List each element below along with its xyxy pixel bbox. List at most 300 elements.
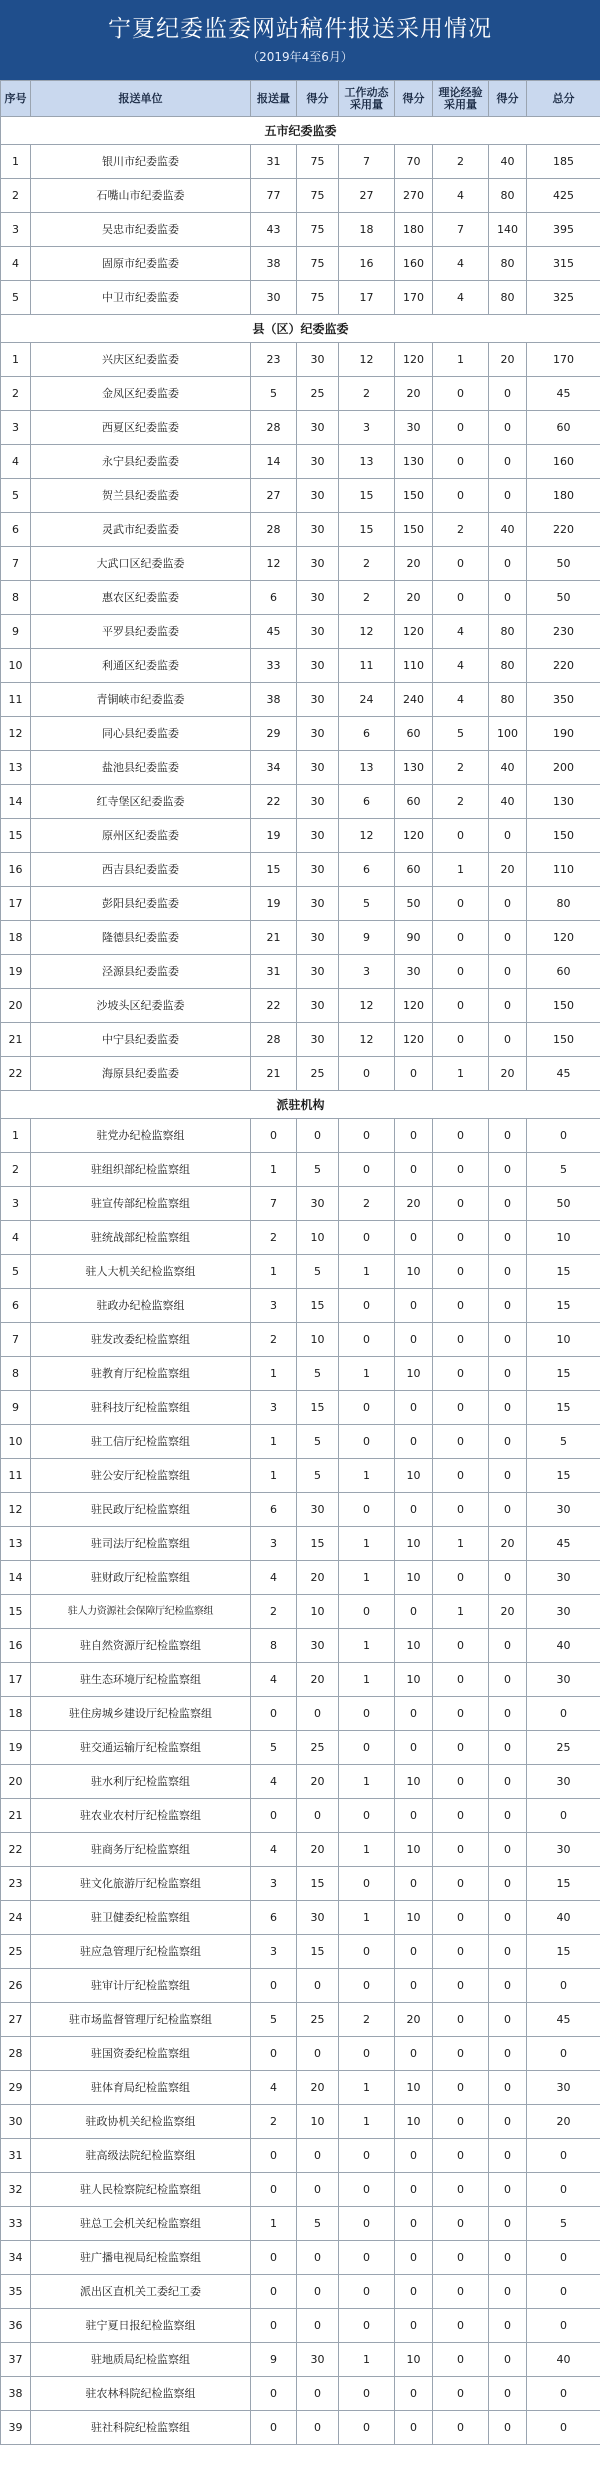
theory-count: 0	[433, 445, 489, 479]
submitted-score: 30	[297, 989, 339, 1023]
work-news-count: 0	[339, 2207, 395, 2241]
table-row	[1, 1323, 600, 1357]
theory-count: 1	[433, 1527, 489, 1561]
total-score: 130	[527, 785, 600, 819]
table-row	[1, 1527, 600, 1561]
row-number: 5	[1, 1255, 31, 1289]
table-row	[1, 819, 600, 853]
theory-count: 0	[433, 547, 489, 581]
unit-name: 灵武市纪委监委	[31, 513, 251, 547]
table-row	[1, 513, 600, 547]
submitted-score: 0	[297, 1969, 339, 2003]
work-news-score: 20	[395, 2003, 433, 2037]
work-news-count: 0	[339, 1057, 395, 1091]
work-news-count: 27	[339, 179, 395, 213]
theory-count: 0	[433, 1221, 489, 1255]
table-row	[1, 853, 600, 887]
work-news-count: 12	[339, 615, 395, 649]
submitted-count: 19	[251, 887, 297, 921]
unit-name: 驻发改委纪检监察组	[31, 1323, 251, 1357]
work-news-score: 0	[395, 1323, 433, 1357]
work-news-count: 1	[339, 1765, 395, 1799]
section-row	[1, 315, 600, 343]
submitted-score: 10	[297, 2105, 339, 2139]
submitted-score: 15	[297, 1391, 339, 1425]
work-news-score: 10	[395, 1629, 433, 1663]
row-number: 2	[1, 1153, 31, 1187]
row-number: 16	[1, 853, 31, 887]
table-row	[1, 1595, 600, 1629]
table-row	[1, 1289, 600, 1323]
table-row	[1, 1153, 600, 1187]
total-score: 10	[527, 1323, 600, 1357]
unit-name: 驻农业农村厅纪检监察组	[31, 1799, 251, 1833]
row-number: 21	[1, 1799, 31, 1833]
submitted-score: 30	[297, 513, 339, 547]
work-news-score: 120	[395, 989, 433, 1023]
table-row	[1, 1765, 600, 1799]
unit-name: 固原市纪委监委	[31, 247, 251, 281]
submitted-count: 6	[251, 581, 297, 615]
theory-count: 1	[433, 1595, 489, 1629]
work-news-count: 0	[339, 1391, 395, 1425]
table-row	[1, 1187, 600, 1221]
submitted-count: 5	[251, 377, 297, 411]
submitted-count: 8	[251, 1629, 297, 1663]
row-number: 29	[1, 2071, 31, 2105]
table-row	[1, 615, 600, 649]
work-news-score: 120	[395, 615, 433, 649]
theory-count: 4	[433, 683, 489, 717]
unit-name: 兴庆区纪委监委	[31, 343, 251, 377]
table-row	[1, 989, 600, 1023]
header-row	[1, 81, 600, 117]
row-number: 11	[1, 683, 31, 717]
work-news-count: 11	[339, 649, 395, 683]
table-row	[1, 1833, 600, 1867]
theory-score: 80	[489, 281, 527, 315]
submitted-score: 0	[297, 2173, 339, 2207]
total-score: 45	[527, 377, 600, 411]
work-news-score: 0	[395, 1425, 433, 1459]
unit-name: 海原县纪委监委	[31, 1057, 251, 1091]
work-news-score: 30	[395, 411, 433, 445]
submitted-score: 15	[297, 1935, 339, 1969]
row-number: 8	[1, 1357, 31, 1391]
work-news-count: 0	[339, 1935, 395, 1969]
col-header-submitted: 报送量	[251, 81, 297, 117]
theory-score: 0	[489, 547, 527, 581]
total-score: 50	[527, 1187, 600, 1221]
total-score: 150	[527, 819, 600, 853]
theory-count: 0	[433, 1765, 489, 1799]
unit-name: 平罗县纪委监委	[31, 615, 251, 649]
work-news-score: 20	[395, 377, 433, 411]
work-news-count: 0	[339, 1289, 395, 1323]
submitted-score: 0	[297, 2411, 339, 2445]
row-number: 22	[1, 1057, 31, 1091]
submitted-count: 34	[251, 751, 297, 785]
submitted-count: 2	[251, 1595, 297, 1629]
theory-count: 0	[433, 1255, 489, 1289]
theory-score: 0	[489, 1629, 527, 1663]
theory-count: 0	[433, 2071, 489, 2105]
unit-name: 驻生态环境厅纪检监察组	[31, 1663, 251, 1697]
total-score: 5	[527, 1425, 600, 1459]
unit-name: 石嘴山市纪委监委	[31, 179, 251, 213]
theory-count: 4	[433, 649, 489, 683]
submitted-score: 75	[297, 179, 339, 213]
theory-score: 140	[489, 213, 527, 247]
work-news-score: 0	[395, 1799, 433, 1833]
row-number: 9	[1, 615, 31, 649]
work-news-score: 0	[395, 2241, 433, 2275]
theory-count: 0	[433, 1119, 489, 1153]
theory-score: 40	[489, 785, 527, 819]
table-row	[1, 1493, 600, 1527]
theory-count: 0	[433, 2275, 489, 2309]
work-news-count: 0	[339, 2309, 395, 2343]
theory-score: 0	[489, 1119, 527, 1153]
table-row	[1, 1391, 600, 1425]
unit-name: 驻应急管理厅纪检监察组	[31, 1935, 251, 1969]
submitted-count: 0	[251, 1799, 297, 1833]
theory-count: 0	[433, 2343, 489, 2377]
work-news-score: 170	[395, 281, 433, 315]
row-number: 32	[1, 2173, 31, 2207]
submitted-count: 77	[251, 179, 297, 213]
work-news-count: 0	[339, 1425, 395, 1459]
work-news-count: 0	[339, 1153, 395, 1187]
theory-score: 80	[489, 615, 527, 649]
row-number: 31	[1, 2139, 31, 2173]
work-news-count: 1	[339, 2071, 395, 2105]
submitted-score: 5	[297, 1459, 339, 1493]
unit-name: 青铜峡市纪委监委	[31, 683, 251, 717]
row-number: 15	[1, 1595, 31, 1629]
submitted-score: 30	[297, 717, 339, 751]
theory-score: 0	[489, 1493, 527, 1527]
work-news-score: 0	[395, 1119, 433, 1153]
work-news-score: 10	[395, 1833, 433, 1867]
table-row	[1, 1901, 600, 1935]
submitted-count: 4	[251, 1561, 297, 1595]
theory-count: 0	[433, 479, 489, 513]
work-news-count: 0	[339, 1867, 395, 1901]
unit-name: 驻总工会机关纪检监察组	[31, 2207, 251, 2241]
submitted-score: 30	[297, 2343, 339, 2377]
row-number: 36	[1, 2309, 31, 2343]
unit-name: 驻组织部纪检监察组	[31, 1153, 251, 1187]
submitted-count: 4	[251, 1765, 297, 1799]
submitted-count: 0	[251, 1697, 297, 1731]
submitted-count: 0	[251, 1119, 297, 1153]
total-score: 5	[527, 2207, 600, 2241]
submitted-score: 5	[297, 2207, 339, 2241]
theory-count: 0	[433, 1969, 489, 2003]
work-news-score: 150	[395, 513, 433, 547]
table-row	[1, 1119, 600, 1153]
submitted-score: 75	[297, 145, 339, 179]
work-news-count: 0	[339, 2139, 395, 2173]
work-news-score: 10	[395, 2071, 433, 2105]
table-row	[1, 547, 600, 581]
submitted-count: 14	[251, 445, 297, 479]
theory-score: 20	[489, 1595, 527, 1629]
submitted-score: 30	[297, 853, 339, 887]
table-row	[1, 1023, 600, 1057]
work-news-count: 12	[339, 989, 395, 1023]
theory-count: 0	[433, 1663, 489, 1697]
theory-score: 0	[489, 819, 527, 853]
submitted-score: 75	[297, 213, 339, 247]
unit-name: 盐池县纪委监委	[31, 751, 251, 785]
table-row	[1, 1935, 600, 1969]
theory-score: 0	[489, 2343, 527, 2377]
work-news-score: 0	[395, 1697, 433, 1731]
work-news-count: 9	[339, 921, 395, 955]
table-row	[1, 2241, 600, 2275]
work-news-count: 5	[339, 887, 395, 921]
total-score: 180	[527, 479, 600, 513]
total-score: 50	[527, 581, 600, 615]
total-score: 0	[527, 2241, 600, 2275]
total-score: 15	[527, 1289, 600, 1323]
theory-score: 0	[489, 955, 527, 989]
total-score: 220	[527, 649, 600, 683]
row-number: 4	[1, 247, 31, 281]
submitted-count: 1	[251, 1459, 297, 1493]
theory-score: 0	[489, 2309, 527, 2343]
work-news-score: 70	[395, 145, 433, 179]
theory-count: 0	[433, 2207, 489, 2241]
theory-count: 0	[433, 1833, 489, 1867]
submitted-count: 0	[251, 2241, 297, 2275]
submitted-score: 5	[297, 1153, 339, 1187]
row-number: 16	[1, 1629, 31, 1663]
table-row	[1, 377, 600, 411]
submitted-score: 0	[297, 1119, 339, 1153]
submitted-score: 30	[297, 343, 339, 377]
theory-count: 2	[433, 513, 489, 547]
work-news-count: 2	[339, 547, 395, 581]
work-news-score: 130	[395, 445, 433, 479]
unit-name: 驻党办纪检监察组	[31, 1119, 251, 1153]
work-news-score: 10	[395, 1765, 433, 1799]
table-row	[1, 2309, 600, 2343]
work-news-count: 12	[339, 343, 395, 377]
theory-score: 80	[489, 179, 527, 213]
submitted-count: 23	[251, 343, 297, 377]
unit-name: 驻广播电视局纪检监察组	[31, 2241, 251, 2275]
unit-name: 沙坡头区纪委监委	[31, 989, 251, 1023]
work-news-count: 1	[339, 2105, 395, 2139]
page-subtitle: （2019年4至6月）	[247, 50, 353, 64]
theory-score: 0	[489, 581, 527, 615]
submitted-count: 27	[251, 479, 297, 513]
submitted-count: 0	[251, 2139, 297, 2173]
theory-score: 0	[489, 2377, 527, 2411]
work-news-count: 12	[339, 1023, 395, 1057]
work-news-score: 270	[395, 179, 433, 213]
row-number: 3	[1, 411, 31, 445]
total-score: 170	[527, 343, 600, 377]
row-number: 13	[1, 1527, 31, 1561]
submitted-score: 30	[297, 1187, 339, 1221]
work-news-score: 120	[395, 343, 433, 377]
theory-score: 0	[489, 1459, 527, 1493]
submitted-score: 75	[297, 281, 339, 315]
table-row	[1, 445, 600, 479]
unit-name: 驻教育厅纪检监察组	[31, 1357, 251, 1391]
table-row	[1, 1459, 600, 1493]
submitted-score: 15	[297, 1867, 339, 1901]
row-number: 9	[1, 1391, 31, 1425]
unit-name: 派出区直机关工委纪工委	[31, 2275, 251, 2309]
unit-name: 金凤区纪委监委	[31, 377, 251, 411]
theory-count: 0	[433, 377, 489, 411]
theory-count: 1	[433, 343, 489, 377]
table-row	[1, 785, 600, 819]
row-number: 12	[1, 717, 31, 751]
table-row	[1, 2105, 600, 2139]
work-news-count: 2	[339, 377, 395, 411]
theory-score: 0	[489, 2037, 527, 2071]
theory-score: 20	[489, 1057, 527, 1091]
submitted-score: 10	[297, 1323, 339, 1357]
submitted-score: 10	[297, 1595, 339, 1629]
total-score: 395	[527, 213, 600, 247]
row-number: 11	[1, 1459, 31, 1493]
theory-count: 1	[433, 1057, 489, 1091]
theory-count: 0	[433, 921, 489, 955]
work-news-score: 0	[395, 2037, 433, 2071]
work-news-score: 0	[395, 2377, 433, 2411]
theory-score: 0	[489, 887, 527, 921]
submitted-score: 0	[297, 2139, 339, 2173]
total-score: 425	[527, 179, 600, 213]
unit-name: 驻国资委纪检监察组	[31, 2037, 251, 2071]
work-news-score: 0	[395, 1493, 433, 1527]
row-number: 34	[1, 2241, 31, 2275]
submitted-count: 2	[251, 1323, 297, 1357]
submitted-score: 30	[297, 581, 339, 615]
submitted-count: 4	[251, 1663, 297, 1697]
theory-count: 0	[433, 1493, 489, 1527]
submitted-count: 3	[251, 1289, 297, 1323]
total-score: 60	[527, 411, 600, 445]
work-news-score: 0	[395, 1595, 433, 1629]
row-number: 10	[1, 649, 31, 683]
theory-count: 0	[433, 819, 489, 853]
row-number: 4	[1, 1221, 31, 1255]
theory-score: 0	[489, 445, 527, 479]
row-number: 1	[1, 1119, 31, 1153]
total-score: 0	[527, 1119, 600, 1153]
submitted-score: 0	[297, 2275, 339, 2309]
total-score: 30	[527, 1493, 600, 1527]
row-number: 25	[1, 1935, 31, 1969]
submitted-score: 15	[297, 1289, 339, 1323]
work-news-score: 160	[395, 247, 433, 281]
unit-name: 驻政协机关纪检监察组	[31, 2105, 251, 2139]
total-score: 120	[527, 921, 600, 955]
total-score: 30	[527, 2071, 600, 2105]
work-news-score: 90	[395, 921, 433, 955]
theory-count: 0	[433, 2411, 489, 2445]
work-news-score: 0	[395, 2207, 433, 2241]
section-row	[1, 1091, 600, 1119]
row-number: 28	[1, 2037, 31, 2071]
work-news-count: 0	[339, 1595, 395, 1629]
submitted-count: 21	[251, 1057, 297, 1091]
theory-score: 0	[489, 2071, 527, 2105]
work-news-score: 180	[395, 213, 433, 247]
submitted-count: 7	[251, 1187, 297, 1221]
unit-name: 驻宣传部纪检监察组	[31, 1187, 251, 1221]
page-title: 宁夏纪委监委网站稿件报送采用情况	[108, 16, 492, 42]
submitted-score: 0	[297, 2037, 339, 2071]
work-news-score: 10	[395, 1663, 433, 1697]
unit-name: 永宁县纪委监委	[31, 445, 251, 479]
work-news-count: 0	[339, 2377, 395, 2411]
col-header-no: 序号	[1, 81, 31, 117]
theory-score: 40	[489, 751, 527, 785]
row-number: 18	[1, 1697, 31, 1731]
row-number: 5	[1, 281, 31, 315]
total-score: 0	[527, 2173, 600, 2207]
submitted-score: 10	[297, 1221, 339, 1255]
theory-score: 20	[489, 1527, 527, 1561]
submitted-score: 30	[297, 615, 339, 649]
work-news-count: 0	[339, 2037, 395, 2071]
row-number: 6	[1, 1289, 31, 1323]
total-score: 15	[527, 1357, 600, 1391]
work-news-count: 1	[339, 1527, 395, 1561]
total-score: 25	[527, 1731, 600, 1765]
theory-count: 0	[433, 1391, 489, 1425]
table-row	[1, 581, 600, 615]
submitted-score: 5	[297, 1255, 339, 1289]
work-news-count: 0	[339, 1697, 395, 1731]
submitted-count: 3	[251, 1867, 297, 1901]
total-score: 40	[527, 2343, 600, 2377]
submitted-score: 30	[297, 921, 339, 955]
theory-score: 80	[489, 649, 527, 683]
theory-count: 0	[433, 955, 489, 989]
work-news-count: 0	[339, 1969, 395, 2003]
row-number: 2	[1, 179, 31, 213]
submitted-count: 22	[251, 785, 297, 819]
theory-score: 0	[489, 1221, 527, 1255]
theory-score: 20	[489, 343, 527, 377]
submitted-count: 1	[251, 1425, 297, 1459]
work-news-score: 30	[395, 955, 433, 989]
unit-name: 吴忠市纪委监委	[31, 213, 251, 247]
row-number: 22	[1, 1833, 31, 1867]
unit-name: 驻高级法院纪检监察组	[31, 2139, 251, 2173]
unit-name: 驻科技厅纪检监察组	[31, 1391, 251, 1425]
work-news-score: 10	[395, 1527, 433, 1561]
unit-name: 驻宁夏日报纪检监察组	[31, 2309, 251, 2343]
submitted-score: 30	[297, 649, 339, 683]
col-header-unit: 报送单位	[31, 81, 251, 117]
work-news-count: 1	[339, 1663, 395, 1697]
theory-count: 0	[433, 1629, 489, 1663]
col-header-score-2: 得分	[395, 81, 433, 117]
work-news-score: 60	[395, 785, 433, 819]
submitted-count: 30	[251, 281, 297, 315]
